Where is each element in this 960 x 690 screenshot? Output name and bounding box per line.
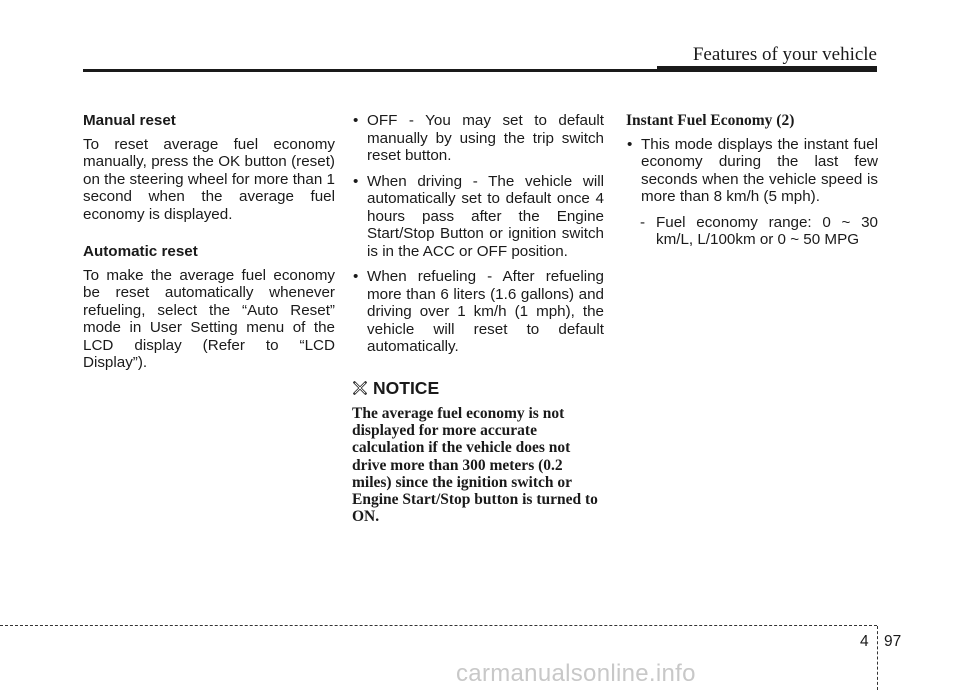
instant-fuel-economy-heading: Instant Fuel Economy (2) — [626, 112, 795, 129]
automatic-reset-text: To make the average fuel economy be reset automatically whenever refueling, select the “Auto Reset” mode in User Setting menu of the LCD display (Refer to “LCD Display”). — [83, 266, 335, 371]
notice-star-icon — [352, 380, 368, 396]
automatic-reset-heading: Automatic reset — [83, 243, 198, 260]
notice-text: The average fuel economy is not displayed for more accurate calculation if the vehicle does not drive more than 300 meters (0.2 miles) since the ignition switch or Engine Start/Stop button is turned to ON. — [352, 405, 598, 526]
footer-divider — [877, 626, 878, 690]
bullet-dot-icon: • — [353, 172, 359, 190]
bullet-dot-icon: • — [353, 112, 359, 129]
bullet-instant-mode — [626, 136, 878, 206]
header-rule-accent — [657, 66, 877, 72]
bullet-text: When driving - The vehicle will automatically set to default once 4 hours pass after the Engine Start/Stop Button or ignition switch is in the ACC or OFF position. — [367, 172, 604, 260]
bullet-off — [352, 112, 604, 165]
column-left — [83, 112, 335, 392]
bullet-dot-icon: • — [353, 268, 359, 285]
manual-reset-text: To reset average fuel economy manually, press the OK button (reset) on the steering wheel for more than 1 second when the average fuel economy is displayed. — [83, 135, 335, 223]
fuel-economy-range — [626, 214, 878, 249]
range-text: Fuel economy range: 0 ~ 30 km/L, L/100km or 0 ~ 50 MPG — [656, 213, 878, 248]
notice-heading — [352, 377, 604, 398]
watermark: carmanualsonline.info — [456, 660, 696, 687]
column-right — [626, 112, 878, 249]
dash-marker: - — [640, 213, 646, 231]
bullet-text: OFF - You may set to default manually by using the trip switch reset button. — [367, 112, 604, 164]
footer-rule — [0, 625, 877, 626]
notice-title: NOTICE — [373, 377, 440, 398]
page-number: 97 — [884, 633, 902, 650]
bullet-dot-icon: • — [627, 135, 633, 153]
column-middle — [352, 112, 604, 525]
section-title: Features of your vehicle — [692, 44, 877, 65]
bullet-text: This mode displays the instant fuel economy during the last few seconds when the vehicle speed is more than 8 km/h (5 mph). — [641, 135, 878, 205]
bullet-when-driving — [352, 173, 604, 261]
manual-reset-heading: Manual reset — [83, 112, 176, 129]
bullet-when-refueling — [352, 268, 604, 356]
bullet-text: When refueling - After refueling more than 6 liters (1.6 gallons) and driving over 1 km/h (1 mph), the vehicle will reset to default automatically. — [367, 268, 604, 355]
chapter-number: 4 — [860, 633, 869, 650]
